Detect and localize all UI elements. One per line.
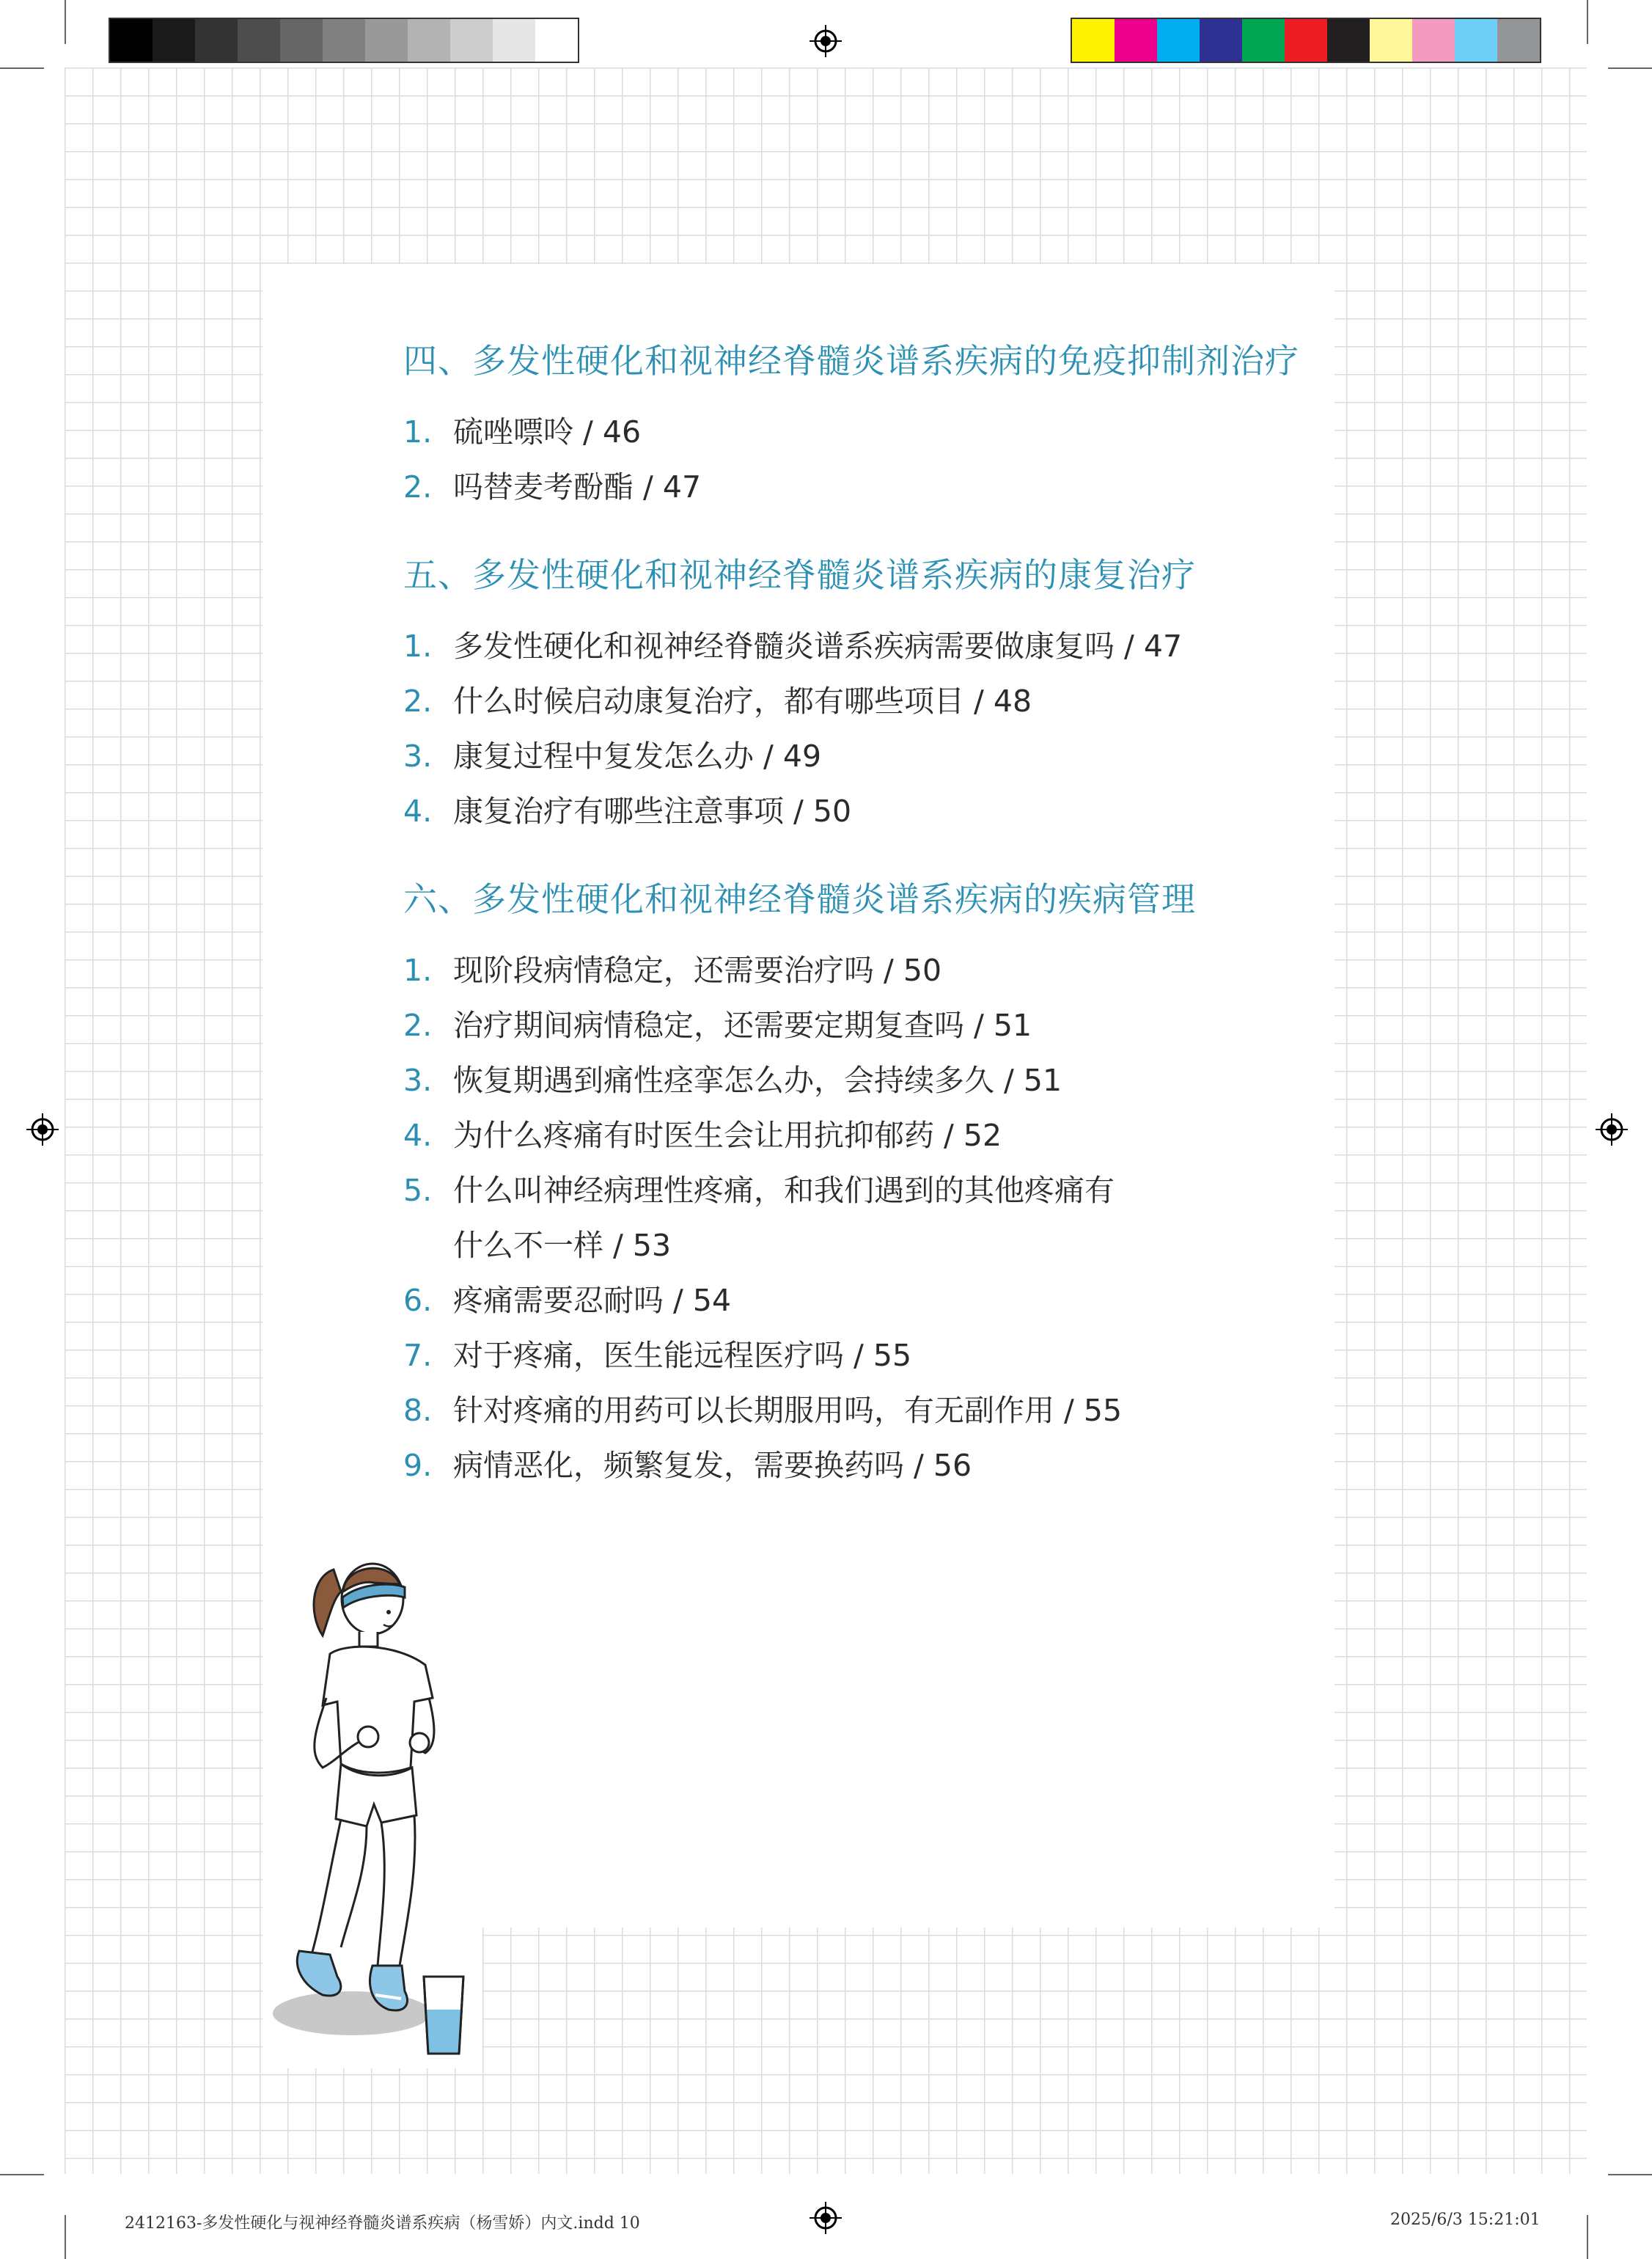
jogging-woman-illustration (249, 1526, 491, 2076)
item-text: 什么叫神经病理性疼痛，和我们遇到的其他疼痛有 (453, 1173, 1115, 1208)
gray-swatch (493, 19, 535, 62)
item-text: 康复治疗有哪些注意事项 / 50 (453, 794, 852, 829)
item-text: 为什么疼痛有时医生会让用抗抑郁药 / 52 (453, 1118, 1002, 1153)
toc-item[interactable] (403, 1273, 1320, 1328)
gray-swatch (195, 19, 238, 62)
item-text: 对于疼痛，医生能远程医疗吗 / 55 (453, 1338, 912, 1373)
cmyk-swatch (1370, 19, 1412, 62)
footer-timestamp: 2025/6/3 15:21:01 (1390, 2211, 1541, 2229)
toc-item[interactable] (403, 1383, 1320, 1438)
item-text: 多发性硬化和视神经脊髓炎谱系疾病需要做康复吗 / 47 (453, 629, 1183, 664)
toc-item-continuation[interactable] (403, 1218, 1320, 1273)
item-text: 治疗期间病情稳定，还需要定期复查吗 / 51 (453, 1008, 1032, 1043)
item-text: 康复过程中复发怎么办 / 49 (453, 739, 822, 774)
crop-mark (1587, 0, 1588, 44)
cmyk-swatch (1157, 19, 1200, 62)
item-number: 3. (403, 1063, 433, 1098)
grayscale-color-bar (109, 18, 579, 63)
toc-item[interactable] (403, 1163, 1320, 1218)
item-number: 1. (403, 953, 433, 988)
toc-item[interactable] (403, 729, 1320, 784)
toc-item[interactable] (403, 1438, 1320, 1493)
item-number: 2. (403, 469, 433, 505)
item-text: 什么不一样 / 53 (453, 1228, 672, 1263)
registration-mark-icon (810, 2202, 842, 2234)
table-of-contents (403, 334, 1320, 1527)
cmyk-swatch (1072, 19, 1115, 62)
section-title: 五、多发性硬化和视神经脊髓炎谱系疾病的康复治疗 (403, 555, 1196, 595)
cmyk-swatch (1497, 19, 1540, 62)
section-title: 六、多发性硬化和视神经脊髓炎谱系疾病的疾病管理 (403, 879, 1196, 919)
toc-section-rehabilitation (403, 549, 1320, 839)
item-text: 病情恶化，频繁复发，需要换药吗 / 56 (453, 1448, 972, 1483)
gray-swatch (238, 19, 280, 62)
toc-item[interactable] (403, 998, 1320, 1053)
cmyk-swatch (1200, 19, 1242, 62)
gray-swatch (535, 19, 578, 62)
toc-item[interactable] (403, 784, 1320, 839)
cmyk-swatch (1285, 19, 1327, 62)
toc-item[interactable] (403, 674, 1320, 729)
toc-item[interactable] (403, 1053, 1320, 1108)
toc-item[interactable] (403, 943, 1320, 998)
cmyk-swatch (1115, 19, 1157, 62)
item-number: 2. (403, 1008, 433, 1043)
item-text: 现阶段病情稳定，还需要治疗吗 / 50 (453, 953, 942, 988)
cmyk-swatch (1327, 19, 1370, 62)
cmyk-color-bar (1071, 18, 1541, 63)
registration-mark-icon (1596, 1113, 1628, 1146)
item-number: 1. (403, 629, 433, 664)
item-text: 什么时候启动康复治疗，都有哪些项目 / 48 (453, 684, 1032, 719)
toc-item[interactable] (403, 405, 1320, 460)
toc-item[interactable] (403, 1108, 1320, 1163)
gray-swatch (153, 19, 195, 62)
item-text: 疼痛需要忍耐吗 / 54 (453, 1283, 732, 1318)
gray-swatch (323, 19, 365, 62)
footer-filename: 2412163-多发性硬化与视神经脊髓炎谱系疾病（杨雪娇）内文.indd 10 (125, 2214, 640, 2233)
registration-mark-icon (810, 25, 842, 57)
item-text: 恢复期遇到痛性痉挛怎么办，会持续多久 / 51 (453, 1063, 1062, 1098)
cmyk-swatch (1412, 19, 1455, 62)
item-number: 5. (403, 1173, 433, 1208)
gray-swatch (365, 19, 408, 62)
gray-swatch (110, 19, 153, 62)
item-number: 6. (403, 1283, 433, 1318)
crop-mark (0, 2174, 44, 2175)
item-number: 4. (403, 1118, 433, 1153)
item-text: 针对疼痛的用药可以长期服用吗，有无副作用 / 55 (453, 1393, 1123, 1428)
section-title: 四、多发性硬化和视神经脊髓炎谱系疾病的免疫抑制剂治疗 (403, 341, 1299, 381)
item-number (403, 1218, 453, 1273)
toc-item[interactable] (403, 460, 1320, 515)
crop-mark (1608, 2174, 1652, 2175)
crop-mark (65, 2215, 66, 2259)
item-number: 4. (403, 794, 433, 829)
gray-swatch (450, 19, 493, 62)
item-number: 7. (403, 1338, 433, 1373)
cmyk-swatch (1242, 19, 1285, 62)
item-text: 硫唑嘌呤 / 46 (453, 414, 642, 450)
crop-mark (1608, 67, 1652, 69)
registration-mark-icon (26, 1113, 59, 1146)
item-text: 吗替麦考酚酯 / 47 (453, 469, 702, 505)
toc-section-immunosuppressant (403, 334, 1320, 515)
crop-mark (0, 67, 44, 69)
item-number: 2. (403, 684, 433, 719)
cmyk-swatch (1455, 19, 1497, 62)
item-number: 9. (403, 1448, 433, 1483)
toc-item[interactable] (403, 1328, 1320, 1383)
item-number: 1. (403, 414, 433, 450)
toc-section-disease-management (403, 873, 1320, 1493)
item-number: 8. (403, 1393, 433, 1428)
item-number: 3. (403, 739, 433, 774)
gray-swatch (408, 19, 450, 62)
toc-item[interactable] (403, 619, 1320, 674)
crop-mark (65, 0, 66, 44)
gray-swatch (280, 19, 323, 62)
crop-mark (1587, 2215, 1588, 2259)
